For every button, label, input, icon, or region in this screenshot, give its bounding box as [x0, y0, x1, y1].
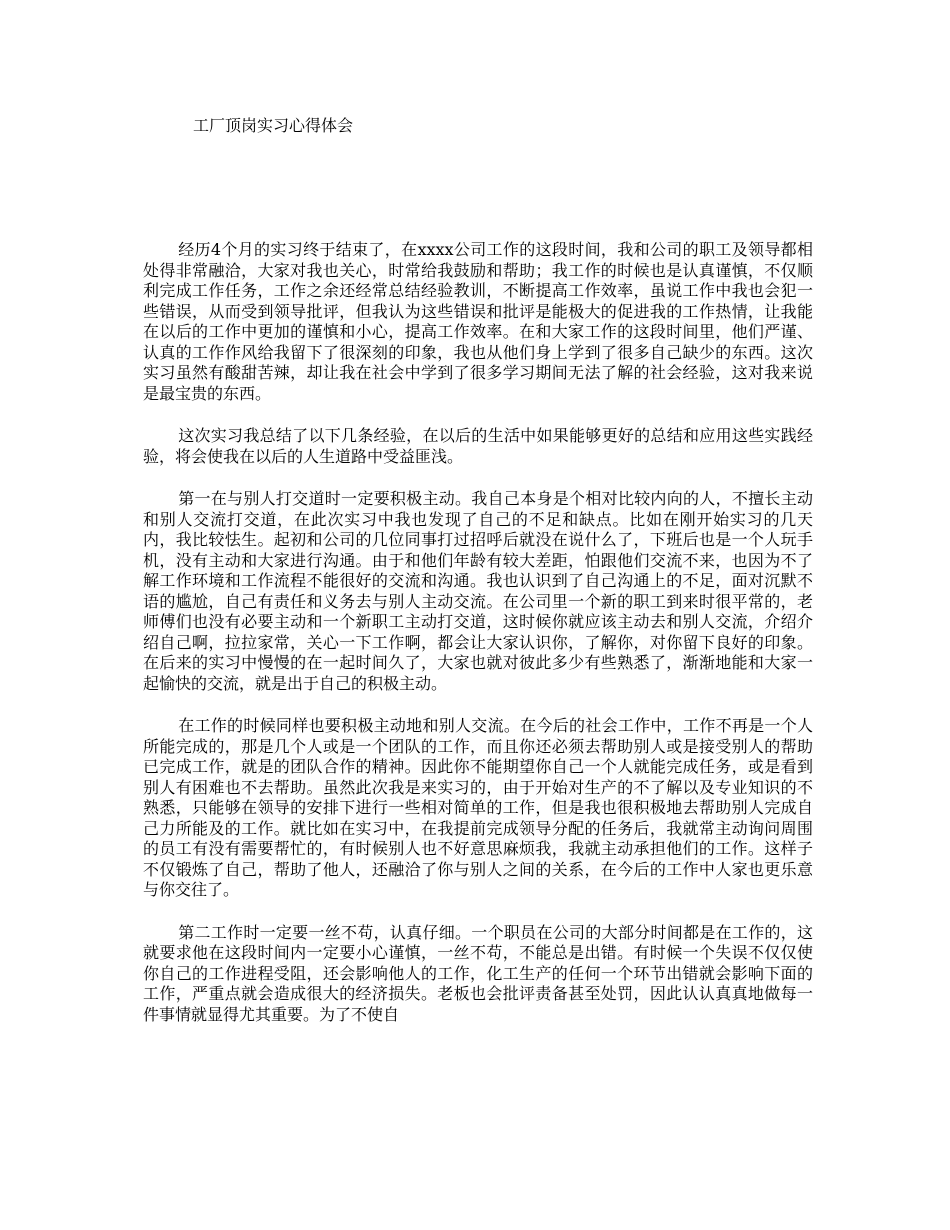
paragraph-4: 在工作的时候同样也要积极主动地和别人交流。在今后的社会工作中，工作不再是一个人所能完成的，那是几个人或是一个团队的工作，而且你还必须去帮助别人或是接受别人的帮助已完成工作，就是的团队合作的精神。因此你不能期望你自己一个人就能完成任务，或是看到别人有困难也不去帮助。虽然此次我是来实习的，由于开始对生产的不了解以及专业知识的不熟悉，只能够在领导的安排下进行一些相对简单的工作，但是我也很积极地去帮助别人完成自己力所能及的工作。就比如在实习中，在我提前完成领导分配的任务后，我就常主动询问周围的员工有没有需要帮忙的，有时候别人也不好意思麻烦我，我就主动承担他们的工作。这样子不仅锻炼了自己，帮助了他人，还融洽了你与别人之间的关系，在今后的工作中人家也更乐意与你交往了。: [143, 716, 813, 899]
document-title: 工厂顶岗实习心得体会: [193, 116, 354, 135]
document-body: [143, 240, 813, 1025]
paragraph-1: 经历4个月的实习终于结束了，在xxxx公司工作的这段时间，我和公司的职工及领导都相处得非常融洽，大家对我也关心，时常给我鼓励和帮助；我工作的时候也是认真谨慎，不仅顺利完成工作任务，工作之余还经常总结经验教训，不断提高工作效率，虽说工作中我也会犯一些错误，从而受到领导批评，但我认为这些错误和批评是能极大的促进我的工作热情，让我能在以后的工作中更加的谨慎和小心，提高工作效率。在和大家工作的这段时间里，他们严谨、认真的工作作风给我留下了很深刻的印象，我也从他们身上学到了很多自己缺少的东西。这次实习虽然有酸甜苦辣，却让我在社会中学到了很多学习期间无法了解的社会经验，这对我来说是最宝贵的东西。: [143, 240, 813, 403]
paragraph-2: 这次实习我总结了以下几条经验，在以后的生活中如果能够更好的总结和应用这些实践经验，将会使我在以后的人生道路中受益匪浅。: [143, 426, 813, 466]
paragraph-5: 第二工作时一定要一丝不苟，认真仔细。一个职员在公司的大部分时间都是在工作的，这就要求他在这段时间内一定要小心谨慎，一丝不苟，不能总是出错。有时候一个失误不仅仅使你自己的工作进程受阻，还会影响他人的工作，化工生产的任何一个环节出错就会影响下面的工作，严重点就会造成很大的经济损失。老板也会批评责备甚至处罚，因此认认真真地做每一件事情就显得尤其重要。为了不使自: [143, 922, 813, 1024]
paragraph-3: 第一在与别人打交道时一定要积极主动。我自己本身是个相对比较内向的人，不擅长主动和别人交流打交道，在此次实习中我也发现了自己的不足和缺点。比如在刚开始实习的几天内，我比较怯生。起初和公司的几位同事打过招呼后就没在说什么了，下班后也是一个人玩手机，没有主动和大家进行沟通。由于和他们年龄有较大差距，怕跟他们交流不来，也因为不了解工作环境和工作流程不能很好的交流和沟通。我也认识到了自己沟通上的不足，面对沉默不语的尴尬，自己有责任和义务去与别人主动交流。在公司里一个新的职工到来时很平常的，老师傅们也没有必要主动和一个新职工主动打交道，这时候你就应该主动去和别人交流，介绍介绍自己啊，拉拉家常，关心一下工作啊，都会让大家认识你，了解你，对你留下良好的印象。在后来的实习中慢慢的在一起时间久了，大家也就对彼此多少有些熟悉了，渐渐地能和大家一起愉快的交流，就是出于自己的积极主动。: [143, 489, 813, 693]
